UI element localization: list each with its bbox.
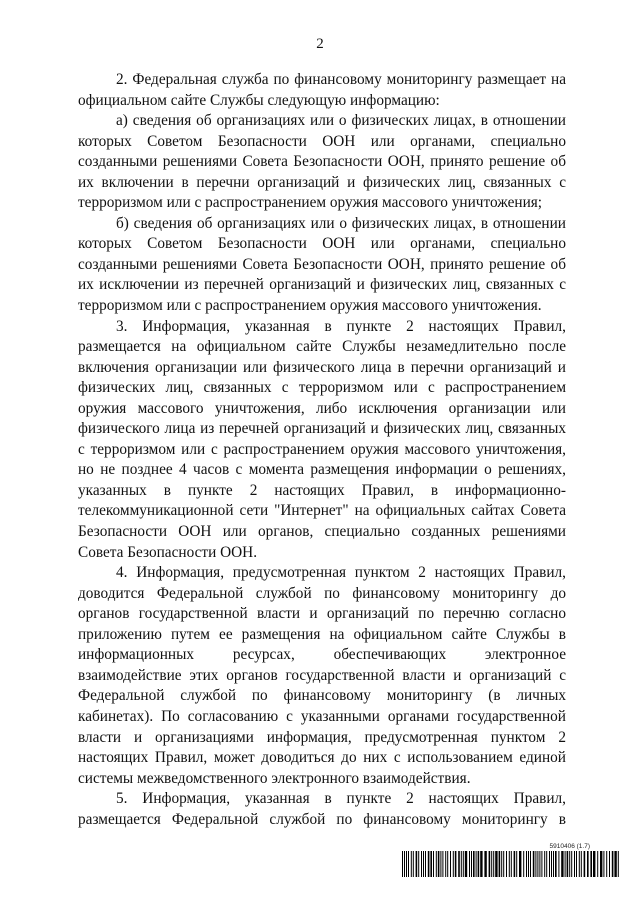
barcode-bar [519,851,521,877]
barcode-bar [499,851,501,877]
barcode-bar [569,851,570,877]
barcode-bar [571,851,572,877]
barcode-bar [587,851,589,877]
barcode-bar [609,851,610,877]
barcode-bar [541,851,542,877]
paragraph-2: 2. Федеральная служба по финансовому мониторингу размещает на официальном сайте Службы следующую информацию: [78,71,566,109]
barcode-bar [535,851,536,877]
barcode-bar [476,851,477,877]
barcode-bar [618,851,619,877]
barcode-bar [576,851,577,877]
barcode-bar [567,851,569,877]
paragraph-4: 4. Информация, предусмотренная пунктом 2 настоящих Правил, доводится Федеральной службой по финансовому мониторингу до органов государственной власти и организаций по перечню согласно приложению путем ее размещения на официальном сайте Службы в информационных ресурсах, обеспечивающих электронное взаимодействие этих органов государственной власти и организаций с Федеральной службой по финансовому мониторингу (в личных кабинетах). По согласованию с указанными органами государственной власти и организациями информация, предусмотренная пунктом 2 настоящих Правил, может доводиться до них с использованием единой системы межведомственного электронного взаимодействия. [78,564,566,787]
barcode-bar [433,851,434,877]
barcode-bar [530,851,531,877]
barcode-bar [440,851,441,877]
barcode-bar [579,851,580,877]
barcode-bar [597,851,598,877]
barcode-bar [411,851,412,877]
barcode-bar [406,851,407,877]
barcode-bar [413,851,414,877]
barcode-bar [593,851,595,877]
barcode-bar [445,851,446,877]
barcode-bar [469,851,470,877]
barcode-icon [402,851,620,877]
barcode-bar [480,851,482,877]
barcode-bar [590,851,592,877]
barcode-bar [484,851,486,877]
barcode-bar [495,851,497,877]
barcode-bar [509,851,510,877]
barcode-bar [501,851,502,877]
barcode-bar [489,851,491,877]
barcode-bar [471,851,472,877]
barcode-bar [493,851,494,877]
barcode-bar [523,851,524,877]
barcode-bar [465,851,467,877]
barcode-bar [561,851,563,877]
barcode-bar [549,851,550,877]
barcode-bar [603,851,604,877]
page-footer [402,843,626,877]
barcode-bar [438,851,440,877]
barcode-bar [528,851,529,877]
barcode-bar [581,851,582,877]
barcode-bar [503,851,504,877]
barcode-bar [425,851,426,877]
barcode-bar [574,851,575,877]
barcode-bar [421,851,422,877]
barcode-bar [430,851,432,877]
barcode-bar [423,851,424,877]
document-body [78,70,566,830]
barcode-bar [544,851,545,877]
page-number: 2 [316,36,324,52]
barcode-bar [442,851,443,877]
paragraph-2b: б) сведения об организациях или о физических лицах, в отношении которых Советом Безопасности ООН или органами, специально созданными решениями Совета Безопасности ООН, принято решение об их исключении из перечней организаций и физических лиц, связанных с терроризмом или с распространением оружия массового уничтожения. [78,214,566,315]
barcode-bar [584,851,586,877]
barcode-bar [526,851,527,877]
paragraph-5: 5. Информация, указанная в пункте 2 настоящих Правил, размещается Федеральной службой по финансовому мониторингу в [78,790,566,828]
barcode-bar [428,851,430,877]
barcode-bar [555,851,557,877]
barcode-bar [537,851,538,877]
barcode-bar [408,851,409,877]
barcode-bar [514,851,516,877]
barcode-bar [553,851,554,877]
barcode-bar [436,851,437,877]
barcode-bar [458,851,460,877]
barcode-bar [546,851,547,877]
barcode-bar [533,851,535,877]
document-code: 5910406 (1.7) [549,843,590,850]
barcode-bar [473,851,475,877]
barcode-bar [600,851,602,877]
barcode-bar [416,851,418,877]
barcode-bar [539,851,540,877]
barcode-bar [614,851,616,877]
barcode-bar [450,851,451,877]
paragraph-3: 3. Информация, указанная в пункте 2 настоящих Правил, размещается на официальном сайте Службы незамедлительно после включения организации или физического лица в перечни организаций и физических лиц, связанных с терроризмом или с распространением оружия массового уничтожения, либо исключения организации или физического лица из перечней организаций и физических лиц, связанных с терроризмом или с распространением оружия массового уничтожения, но не позднее 4 часов с момента размещения информации о решениях, указанных в пункте 2 настоящих Правил, в информационно-телекоммуникационной сети "Интернет" на официальных сайтах Совета Безопасности ООН или органов, специально созданных решениями Совета Безопасности ООН. [78,317,566,561]
barcode-bar [606,851,607,877]
barcode-bar [551,851,552,877]
barcode-bar [506,851,507,877]
barcode-bar [478,851,480,877]
barcode-bar [461,851,462,877]
barcode-bar [565,851,566,877]
barcode-bar [447,851,448,877]
barcode-bar [402,851,403,877]
barcode-bar [491,851,492,877]
barcode-bar [455,851,457,877]
barcode-bar [612,851,614,877]
paragraph-2a: а) сведения об организациях или о физических лицах, в отношении которых Советом Безопасности ООН или органами, специально созданными решениями Совета Безопасности ООН, принято решение об их включении в перечни организаций и физических лиц, связанных с терроризмом или с распространением оружия массового уничтожения; [78,112,566,212]
barcode-bar [511,851,512,877]
barcode-bar [453,851,454,877]
barcode-bar [516,851,517,877]
barcode-bar [558,851,559,877]
barcode-bar [418,851,419,877]
barcode-bar [463,851,464,877]
barcode-bar [404,851,405,877]
